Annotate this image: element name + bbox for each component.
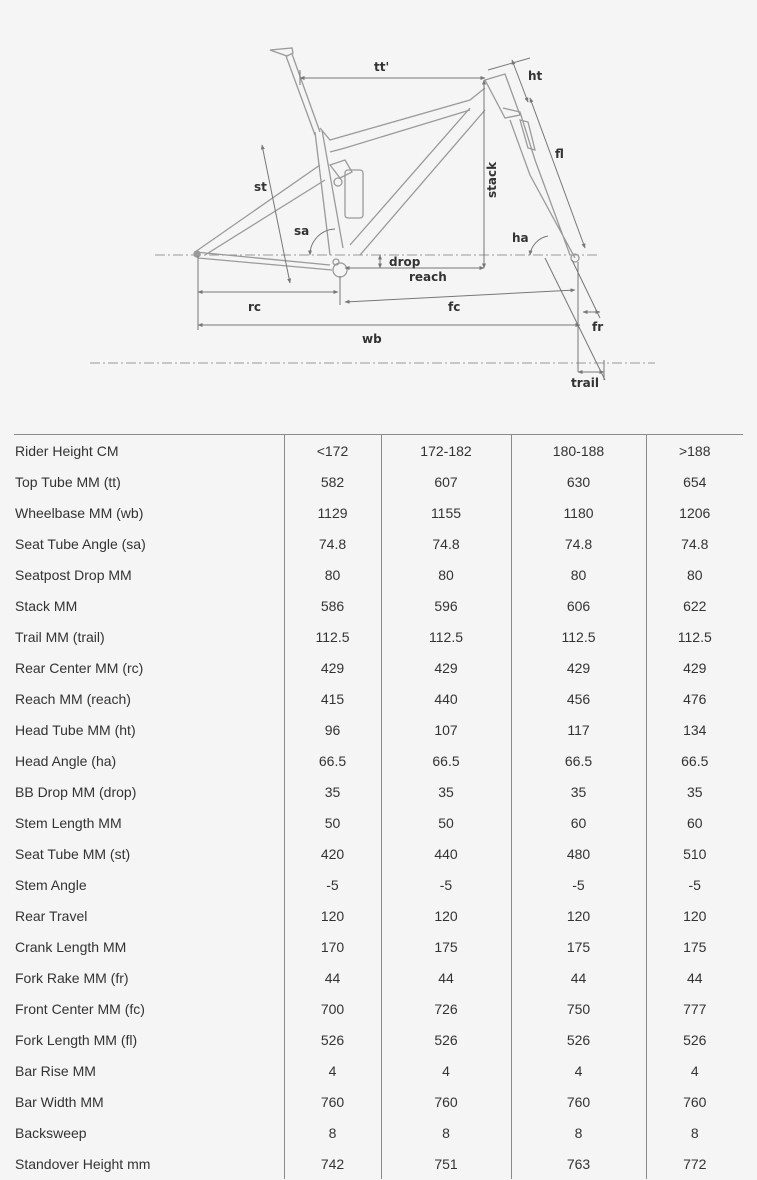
table-row [14,683,743,714]
size-value-cell: 35 [284,776,381,807]
size-value-cell: 4 [284,1055,381,1086]
size-value-cell: 74.8 [646,528,743,559]
label-fc: fc [448,300,461,314]
row-label: Fork Length MM (fl) [15,1031,138,1048]
table-row [14,900,743,931]
table-row [14,807,743,838]
row-label: Top Tube MM (tt) [15,473,121,490]
size-value-cell: 456 [511,683,646,714]
table-row [14,869,743,900]
size-value-cell: 760 [381,1086,511,1117]
size-value-cell: 510 [646,838,743,869]
table-row [14,1024,743,1055]
table-row [14,993,743,1024]
label-ht: ht [528,69,543,83]
row-label: Seatpost Drop MM [15,566,132,583]
size-value-cell: 80 [646,559,743,590]
size-value-cell: 66.5 [381,745,511,776]
size-value-cell: 763 [511,1148,646,1179]
size-value-cell: 35 [381,776,511,807]
size-value-cell: 429 [284,652,381,683]
size-value-cell: 117 [511,714,646,745]
size-value-cell: 66.5 [284,745,381,776]
row-label: Bar Width MM [15,1093,104,1110]
table-row [14,497,743,528]
row-label: Rider Height CM [14,435,284,467]
row-label: Fork Rake MM (fr) [15,969,129,986]
size-value-cell: 44 [511,962,646,993]
size-value-cell: 4 [511,1055,646,1086]
row-label: Rear Travel [15,907,88,924]
size-value-cell: 44 [284,962,381,993]
size-value-cell: 44 [646,962,743,993]
size-value-cell: 480 [511,838,646,869]
size-value-cell: -5 [646,869,743,900]
table-row [14,590,743,621]
label-wb: wb [362,332,382,346]
size-value-cell: 726 [381,993,511,1024]
table-row [14,776,743,807]
label-ha: ha [512,231,529,245]
size-value-cell: 8 [284,1117,381,1148]
size-value-cell: 66.5 [511,745,646,776]
size-value-cell: 1206 [646,497,743,528]
label-stack: stack [485,161,499,198]
size-value-cell: 630 [511,466,646,497]
size-value-cell: -5 [284,869,381,900]
row-label: Trail MM (trail) [15,628,105,645]
table-row [14,714,743,745]
table-row [14,1148,743,1179]
size-value-cell: 175 [381,931,511,962]
size-value-cell: 772 [646,1148,743,1179]
size-value-cell: -5 [511,869,646,900]
label-drop: drop [389,255,421,269]
size-value-cell: 1180 [511,497,646,528]
size-value-cell: 66.5 [646,745,743,776]
size-value-cell: 107 [381,714,511,745]
size-value-cell: 654 [646,466,743,497]
label-reach: reach [409,270,447,284]
size-value-cell: 44 [381,962,511,993]
size-value-cell: 80 [511,559,646,590]
row-label: Stem Length MM [15,814,122,831]
st-dimension-line [262,145,290,283]
size-value-cell: 429 [511,652,646,683]
label-fl: fl [555,147,564,161]
sa-angle-arc [310,229,335,255]
size-value-cell: 120 [284,900,381,931]
size-value-cell: 526 [646,1024,743,1055]
table-row [14,621,743,652]
label-fr: fr [592,320,604,334]
size-value-cell: -5 [381,869,511,900]
size-value-cell: 35 [511,776,646,807]
size-value-cell: 80 [381,559,511,590]
size-value-cell: 526 [284,1024,381,1055]
size-value-cell: 4 [646,1055,743,1086]
size-value-cell: 429 [381,652,511,683]
size-value-cell: 35 [646,776,743,807]
size-value-cell: 476 [646,683,743,714]
row-label: Stack MM [15,597,78,614]
row-label: Bar Rise MM [15,1062,96,1079]
table-row [14,528,743,559]
table-header-row [14,435,743,467]
row-label: Head Tube MM (ht) [15,721,136,738]
size-value-cell: 170 [284,931,381,962]
row-label: Head Angle (ha) [15,752,117,769]
row-label: Front Center MM (fc) [15,1000,145,1017]
label-rc: rc [248,300,262,314]
size-value-cell: 74.8 [284,528,381,559]
size-value-cell: 50 [381,807,511,838]
size-value-cell: >188 [646,435,743,467]
table-row [14,962,743,993]
size-value-cell: 526 [381,1024,511,1055]
size-value-cell: 134 [646,714,743,745]
row-label: Wheelbase MM (wb) [15,504,144,521]
size-value-cell: 777 [646,993,743,1024]
table-row [14,466,743,497]
size-value-cell: 60 [646,807,743,838]
label-sa: sa [294,224,310,238]
size-value-cell: 175 [646,931,743,962]
size-value-cell: 415 [284,683,381,714]
size-value-cell: 112.5 [284,621,381,652]
row-label: BB Drop MM (drop) [15,783,137,800]
size-value-cell: 175 [511,931,646,962]
size-value-cell: 760 [646,1086,743,1117]
size-value-cell: 112.5 [511,621,646,652]
size-value-cell: 74.8 [381,528,511,559]
size-value-cell: 1155 [381,497,511,528]
row-label: Reach MM (reach) [15,690,131,707]
size-value-cell: 429 [646,652,743,683]
size-value-cell: 60 [511,807,646,838]
size-value-cell: 751 [381,1148,511,1179]
size-value-cell: 172-182 [381,435,511,467]
size-value-cell: 120 [511,900,646,931]
size-value-cell: 440 [381,838,511,869]
size-value-cell: 8 [646,1117,743,1148]
label-st: st [254,180,267,194]
table-row [14,1055,743,1086]
size-value-cell: 742 [284,1148,381,1179]
row-label: Crank Length MM [15,938,127,955]
size-value-cell: 750 [511,993,646,1024]
label-trail: trail [571,376,599,390]
size-value-cell: 112.5 [646,621,743,652]
table-row [14,1086,743,1117]
size-value-cell: 96 [284,714,381,745]
row-label: Rear Center MM (rc) [15,659,144,676]
table-row [14,1117,743,1148]
bike-geometry-diagram [0,0,757,400]
size-value-cell: 8 [381,1117,511,1148]
size-value-cell: 120 [381,900,511,931]
table-row [14,745,743,776]
size-value-cell: 50 [284,807,381,838]
label-tt: tt' [374,60,390,74]
size-value-cell: 4 [381,1055,511,1086]
size-value-cell: 74.8 [511,528,646,559]
size-value-cell: 607 [381,466,511,497]
size-value-cell: 8 [511,1117,646,1148]
size-value-cell: 80 [284,559,381,590]
table-row [14,652,743,683]
size-value-cell: 526 [511,1024,646,1055]
geometry-table [14,434,743,1179]
size-value-cell: 760 [511,1086,646,1117]
table-row [14,559,743,590]
size-value-cell: 760 [284,1086,381,1117]
frame-diagram-svg [0,0,757,400]
size-value-cell: <172 [284,435,381,467]
table-row [14,838,743,869]
ht-dimension-line [512,60,528,102]
size-value-cell: 582 [284,466,381,497]
row-label: Seat Tube Angle (sa) [15,535,146,552]
row-label: Stem Angle [15,876,87,893]
size-value-cell: 1129 [284,497,381,528]
size-value-cell: 112.5 [381,621,511,652]
row-label: Backsweep [15,1124,87,1141]
size-value-cell: 440 [381,683,511,714]
size-value-cell: 180-188 [511,435,646,467]
size-value-cell: 120 [646,900,743,931]
size-value-cell: 420 [284,838,381,869]
size-value-cell: 700 [284,993,381,1024]
table-row [14,931,743,962]
size-value-cell: 586 [284,590,381,621]
size-value-cell: 606 [511,590,646,621]
row-label: Seat Tube MM (st) [15,845,131,862]
row-label: Standover Height mm [15,1155,151,1172]
size-value-cell: 622 [646,590,743,621]
size-value-cell: 596 [381,590,511,621]
ha-angle-arc [530,236,548,255]
